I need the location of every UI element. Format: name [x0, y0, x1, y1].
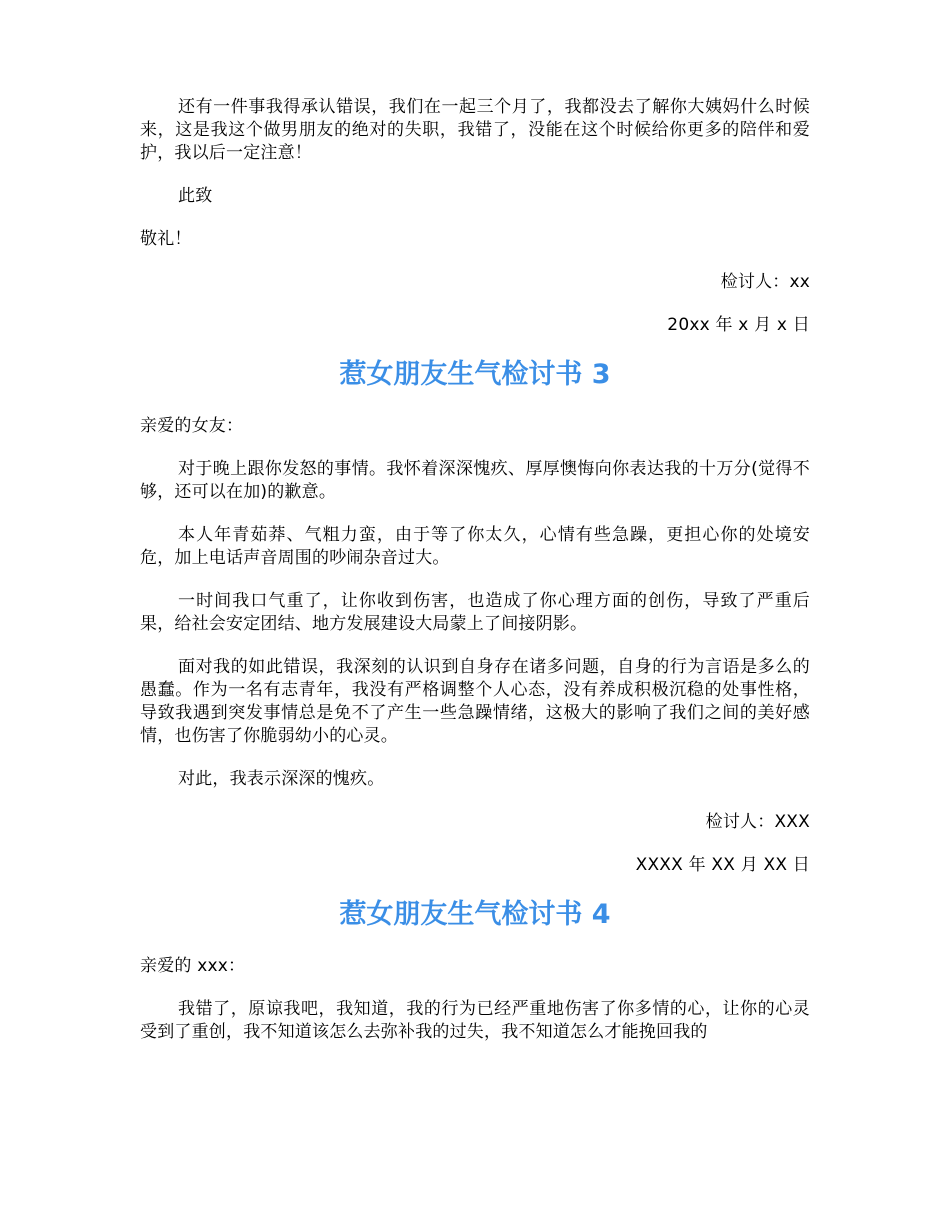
greeting: 亲爱的女友：: [140, 416, 244, 436]
date: XXXX 年 XX 月 XX 日: [635, 855, 810, 875]
signature: 检讨人：XXX: [705, 812, 810, 832]
paragraph: 面对我的如此错误，我深刻的认识到自身存在诸多问题，自身的行为言语是多么的愚蠢。作为一名有志青年，我没有严格调整个人心态，没有养成积极沉稳的处事性格，导致我遇到突发事情总是免不了产生一些急躁情绪，这极大的影响了我们之间的美好感情，也伤害了你脆弱幼小的心灵。: [140, 657, 810, 746]
paragraph: 还有一件事我得承认错误，我们在一起三个月了，我都没去了解你大姨妈什么时候来，这是我这个做男朋友的绝对的失职，我错了，没能在这个时候给你更多的陪伴和爱护，我以后一定注意！: [140, 97, 810, 163]
paragraph: 对此，我表示深深的愧疚。: [178, 769, 385, 789]
date: 20xx 年 x 月 x 日: [667, 315, 810, 335]
signature: 检讨人：xx: [720, 272, 810, 292]
document-page: [140, 96, 810, 1064]
paragraph: 对于晚上跟你发怒的事情。我怀着深深愧疚、厚厚懊悔向你表达我的十万分(觉得不够，还可以在加)的歉意。: [140, 459, 810, 502]
greeting: 亲爱的 xxx：: [140, 956, 246, 976]
section-title: 惹女朋友生气检讨书 4: [339, 899, 611, 930]
paragraph: 本人年青茹莽、气粗力蛮，由于等了你太久，心情有些急躁，更担心你的处境安危，加上电话声音周围的吵闹杂音过大。: [140, 525, 810, 568]
paragraph: 我错了，原谅我吧，我知道，我的行为已经严重地伤害了你多情的心，让你的心灵受到了重创，我不知道该怎么去弥补我的过失，我不知道怎么才能挽回我的: [140, 999, 810, 1042]
section-title: 惹女朋友生气检讨书 3: [339, 359, 611, 390]
salute-text: 敬礼！: [140, 229, 192, 249]
closing-text: 此致: [178, 186, 213, 206]
paragraph: 一时间我口气重了，让你收到伤害，也造成了你心理方面的创伤，导致了严重后果，给社会安定团结、地方发展建设大局蒙上了间接阴影。: [140, 591, 810, 634]
